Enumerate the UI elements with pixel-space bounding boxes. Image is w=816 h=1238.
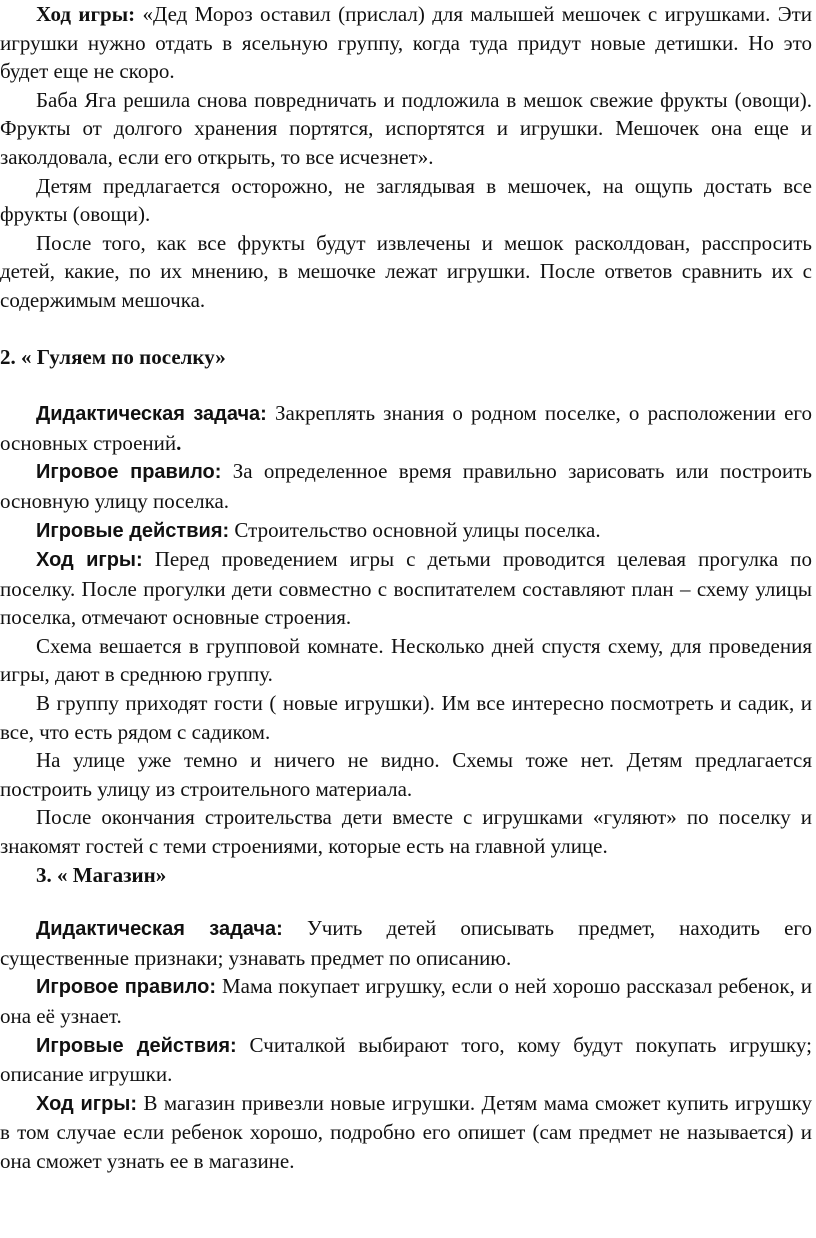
- s3-task-label: Дидактическая задача:: [36, 918, 283, 941]
- s3-actions-text: Считалкой выбирают того, кому будут покупать игрушку; описание игрушки.: [0, 1032, 812, 1087]
- spacer: [0, 889, 812, 914]
- s2-task-label: Дидактическая задача:: [36, 403, 267, 426]
- s2-game-label: Ход игры:: [36, 549, 143, 572]
- s2-game-paragraph: [0, 545, 812, 632]
- spacer: [0, 315, 812, 343]
- s1-paragraph-4: После того, как все фрукты будут извлечены и мешок расколдован, расспросить детей, какие, по их мнению, в мешочке лежат игрушки. После ответов сравнить их с содержимым мешочка.: [0, 230, 812, 312]
- s2-actions-text: Строительство основной улицы поселка.: [229, 517, 601, 542]
- s3-task-text: Учить детей описывать предмет, находить его существенные признаки; узнавать предмет по описанию.: [0, 916, 812, 970]
- s2-paragraph-5: После окончания строительства дети вместе с игрушками «гуляют» по поселку и знакомят гостей с теми строениями, которые есть на главной улице.: [0, 805, 812, 859]
- s2-rule-text: За определенное время правильно зарисовать или построить основную улицу поселка.: [0, 459, 812, 513]
- s2-task-text: Закреплять знания о родном поселке, о расположении его основных строений: [0, 401, 813, 455]
- s1-paragraph-3: Детям предлагается осторожно, не заглядывая в мешочек, на ощупь достать все фрукты (овощи).: [0, 173, 812, 227]
- s2-actions-paragraph: [0, 516, 812, 546]
- s2-title: 2. « Гуляем по поселку»: [0, 344, 226, 369]
- s1-game-label: Ход игры:: [36, 2, 136, 26]
- s2-task-paragraph: [0, 399, 812, 457]
- s3-task-paragraph: [0, 914, 812, 972]
- s1-game-text: «Дед Мороз оставил (прислал) для малышей мешочек с игрушками. Эти игрушки нужно отдать в ясельную группу, когда туда придут новые детишки. Но это будет еще не скоро.: [0, 2, 812, 84]
- s2-game-text: Перед проведением игры с детьми проводится целевая прогулка по поселку. После прогулки дети совместно с воспитателем составляют план – схему улицы поселка, отмечают основные строения.: [0, 547, 812, 630]
- s2-rule-paragraph: [0, 457, 812, 515]
- s3-rule-text: Мама покупает игрушку, если о ней хорошо рассказал ребенок, и она её узнает.: [0, 974, 812, 1028]
- s3-title: 3. « Магазин»: [36, 862, 167, 887]
- spacer: [0, 371, 812, 399]
- s2-rule-label: Игровое правило:: [36, 461, 222, 484]
- s2-paragraph-2: Схема вешается в групповой комнате. Несколько дней спустя схему, для проведения игры, дают в среднюю группу.: [0, 633, 812, 687]
- s3-actions-label: Игровые действия:: [36, 1034, 237, 1057]
- s3-rule-paragraph: [0, 972, 812, 1030]
- s2-paragraph-3: В группу приходят гости ( новые игрушки). Им все интересно посмотреть и садик, и все, что есть рядом с садиком.: [0, 691, 812, 744]
- s3-actions-paragraph: [0, 1031, 812, 1089]
- s3-game-paragraph: [0, 1089, 812, 1176]
- s2-actions-label: Игровые действия:: [36, 519, 230, 542]
- s3-game-label: Ход игры:: [36, 1092, 138, 1115]
- s2-paragraph-4: На улице уже темно и ничего не видно. Схемы тоже нет. Детям предлагается построить улицу из строительного материала.: [0, 748, 812, 801]
- s3-game-text: В магазин привезли новые игрушки. Детям мама сможет купить игрушку в том случае если ребенок хорошо, подробно его опишет (сам предмет не называется) и она сможет узнать ее в магазине.: [0, 1090, 812, 1173]
- s1-paragraph-2: Баба Яга решила снова повредничать и подложила в мешок свежие фрукты (овощи). Фрукты от долгого хранения портятся, испортятся и игрушки. Мешочек она еще и заколдовала, если его открыть, то все исчезнет».: [0, 87, 812, 169]
- s2-task-end: .: [176, 430, 182, 455]
- s1-game-paragraph: [0, 0, 812, 86]
- s3-rule-label: Игровое правило:: [36, 976, 217, 999]
